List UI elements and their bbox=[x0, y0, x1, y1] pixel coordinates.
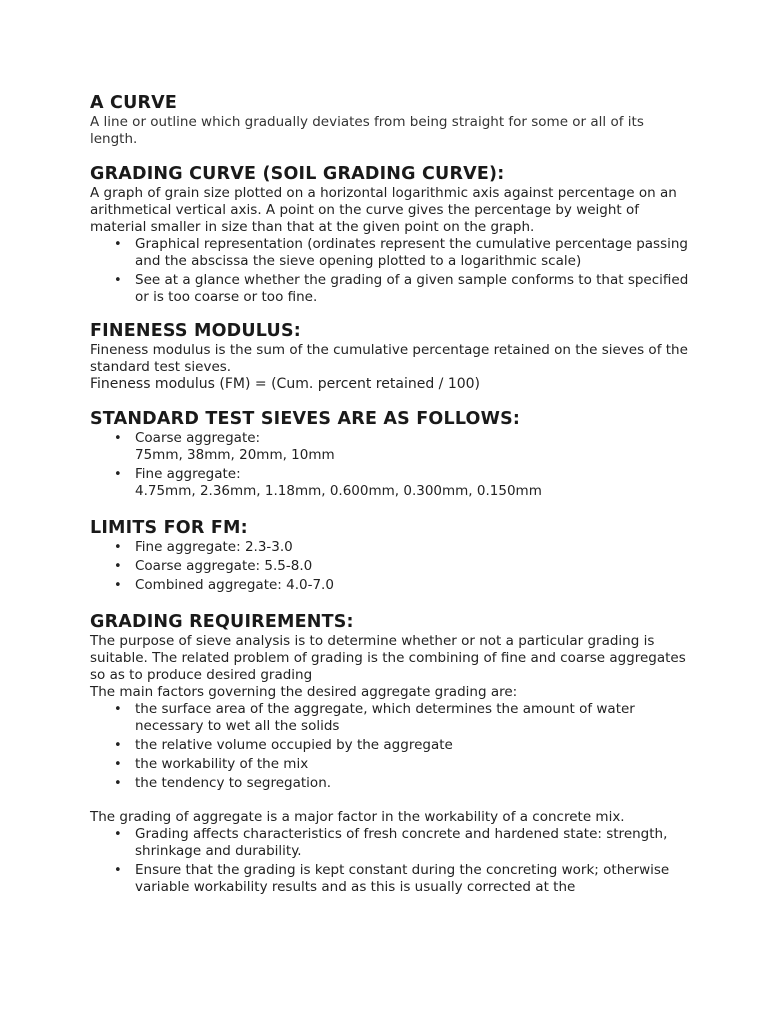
list-item bbox=[90, 430, 690, 464]
section-fineness-modulus bbox=[90, 320, 690, 393]
document-page bbox=[90, 92, 690, 898]
grading-factors-intro: The main factors governing the desired aggregate grading are: bbox=[90, 684, 518, 700]
grading-factors-list bbox=[90, 701, 690, 792]
list-item: • See at a glance whether the grading of a given sample conforms to that specified or is too coarse or too fine. bbox=[90, 272, 690, 306]
grading-curve-definition: A graph of grain size plotted on a horizontal logarithmic axis against percentage on an arithmetical vertical axis. A point on the curve gives the percentage by weight of material smaller in size than that at the given point on the graph. bbox=[90, 185, 677, 235]
list-item: • the relative volume occupied by the aggregate bbox=[90, 737, 690, 754]
fine-sieves-values: 4.75mm, 2.36mm, 1.18mm, 0.600mm, 0.300mm, 0.150mm bbox=[135, 483, 542, 499]
grading-requirements-intro: The purpose of sieve analysis is to determine whether or not a particular grading is suitable. The related problem of grading is the combining of fine and coarse aggregates so as to produce desired grading bbox=[90, 633, 686, 683]
heading-grading-curve: GRADING CURVE (SOIL GRADING CURVE): bbox=[90, 164, 505, 184]
list-item: • the surface area of the aggregate, which determines the amount of water necessary to wet all the solids bbox=[90, 701, 690, 735]
section-limits-fm bbox=[90, 517, 690, 594]
heading-curve: A CURVE bbox=[90, 93, 178, 113]
coarse-sieves-values: 75mm, 38mm, 20mm, 10mm bbox=[135, 447, 335, 463]
heading-standard-sieves: STANDARD TEST SIEVES ARE AS FOLLOWS: bbox=[90, 409, 521, 429]
curve-definition: A line or outline which gradually deviates from being straight for some or all of its length. bbox=[90, 114, 644, 147]
workability-list bbox=[90, 826, 690, 896]
list-item: • the workability of the mix bbox=[90, 756, 690, 773]
list-item: • Graphical representation (ordinates represent the cumulative percentage passing and the abscissa the sieve opening plotted to a logarithmic scale) bbox=[90, 236, 690, 270]
list-item: • Ensure that the grading is kept constant during the concreting work; otherwise variable workability results and as this is usually corrected at the bbox=[90, 862, 690, 896]
fineness-modulus-formula: Fineness modulus (FM) = (Cum. percent retained / 100) bbox=[90, 376, 481, 392]
section-curve bbox=[90, 92, 690, 148]
heading-limits-fm: LIMITS FOR FM: bbox=[90, 518, 248, 538]
list-item bbox=[90, 466, 690, 500]
limits-list bbox=[90, 539, 690, 594]
section-grading-curve bbox=[90, 163, 690, 306]
list-item: • Combined aggregate: 4.0-7.0 bbox=[90, 577, 690, 594]
list-item: • Grading affects characteristics of fresh concrete and hardened state: strength, shrinkage and durability. bbox=[90, 826, 690, 860]
list-item: • Coarse aggregate: 5.5-8.0 bbox=[90, 558, 690, 575]
heading-fineness-modulus: FINENESS MODULUS: bbox=[90, 321, 301, 341]
fine-sieves-label: Fine aggregate: bbox=[135, 466, 241, 482]
list-item: • Fine aggregate: 2.3-3.0 bbox=[90, 539, 690, 556]
list-item: • the tendency to segregation. bbox=[90, 775, 690, 792]
section-standard-sieves bbox=[90, 408, 690, 500]
sieves-list bbox=[90, 430, 690, 500]
section-grading-requirements bbox=[90, 611, 690, 896]
heading-grading-requirements: GRADING REQUIREMENTS: bbox=[90, 612, 354, 632]
grading-curve-list bbox=[90, 236, 690, 306]
workability-statement: The grading of aggregate is a major factor in the workability of a concrete mix. bbox=[90, 809, 625, 825]
coarse-sieves-label: Coarse aggregate: bbox=[135, 430, 261, 446]
fineness-modulus-definition: Fineness modulus is the sum of the cumulative percentage retained on the sieves of the standard test sieves. bbox=[90, 342, 688, 375]
